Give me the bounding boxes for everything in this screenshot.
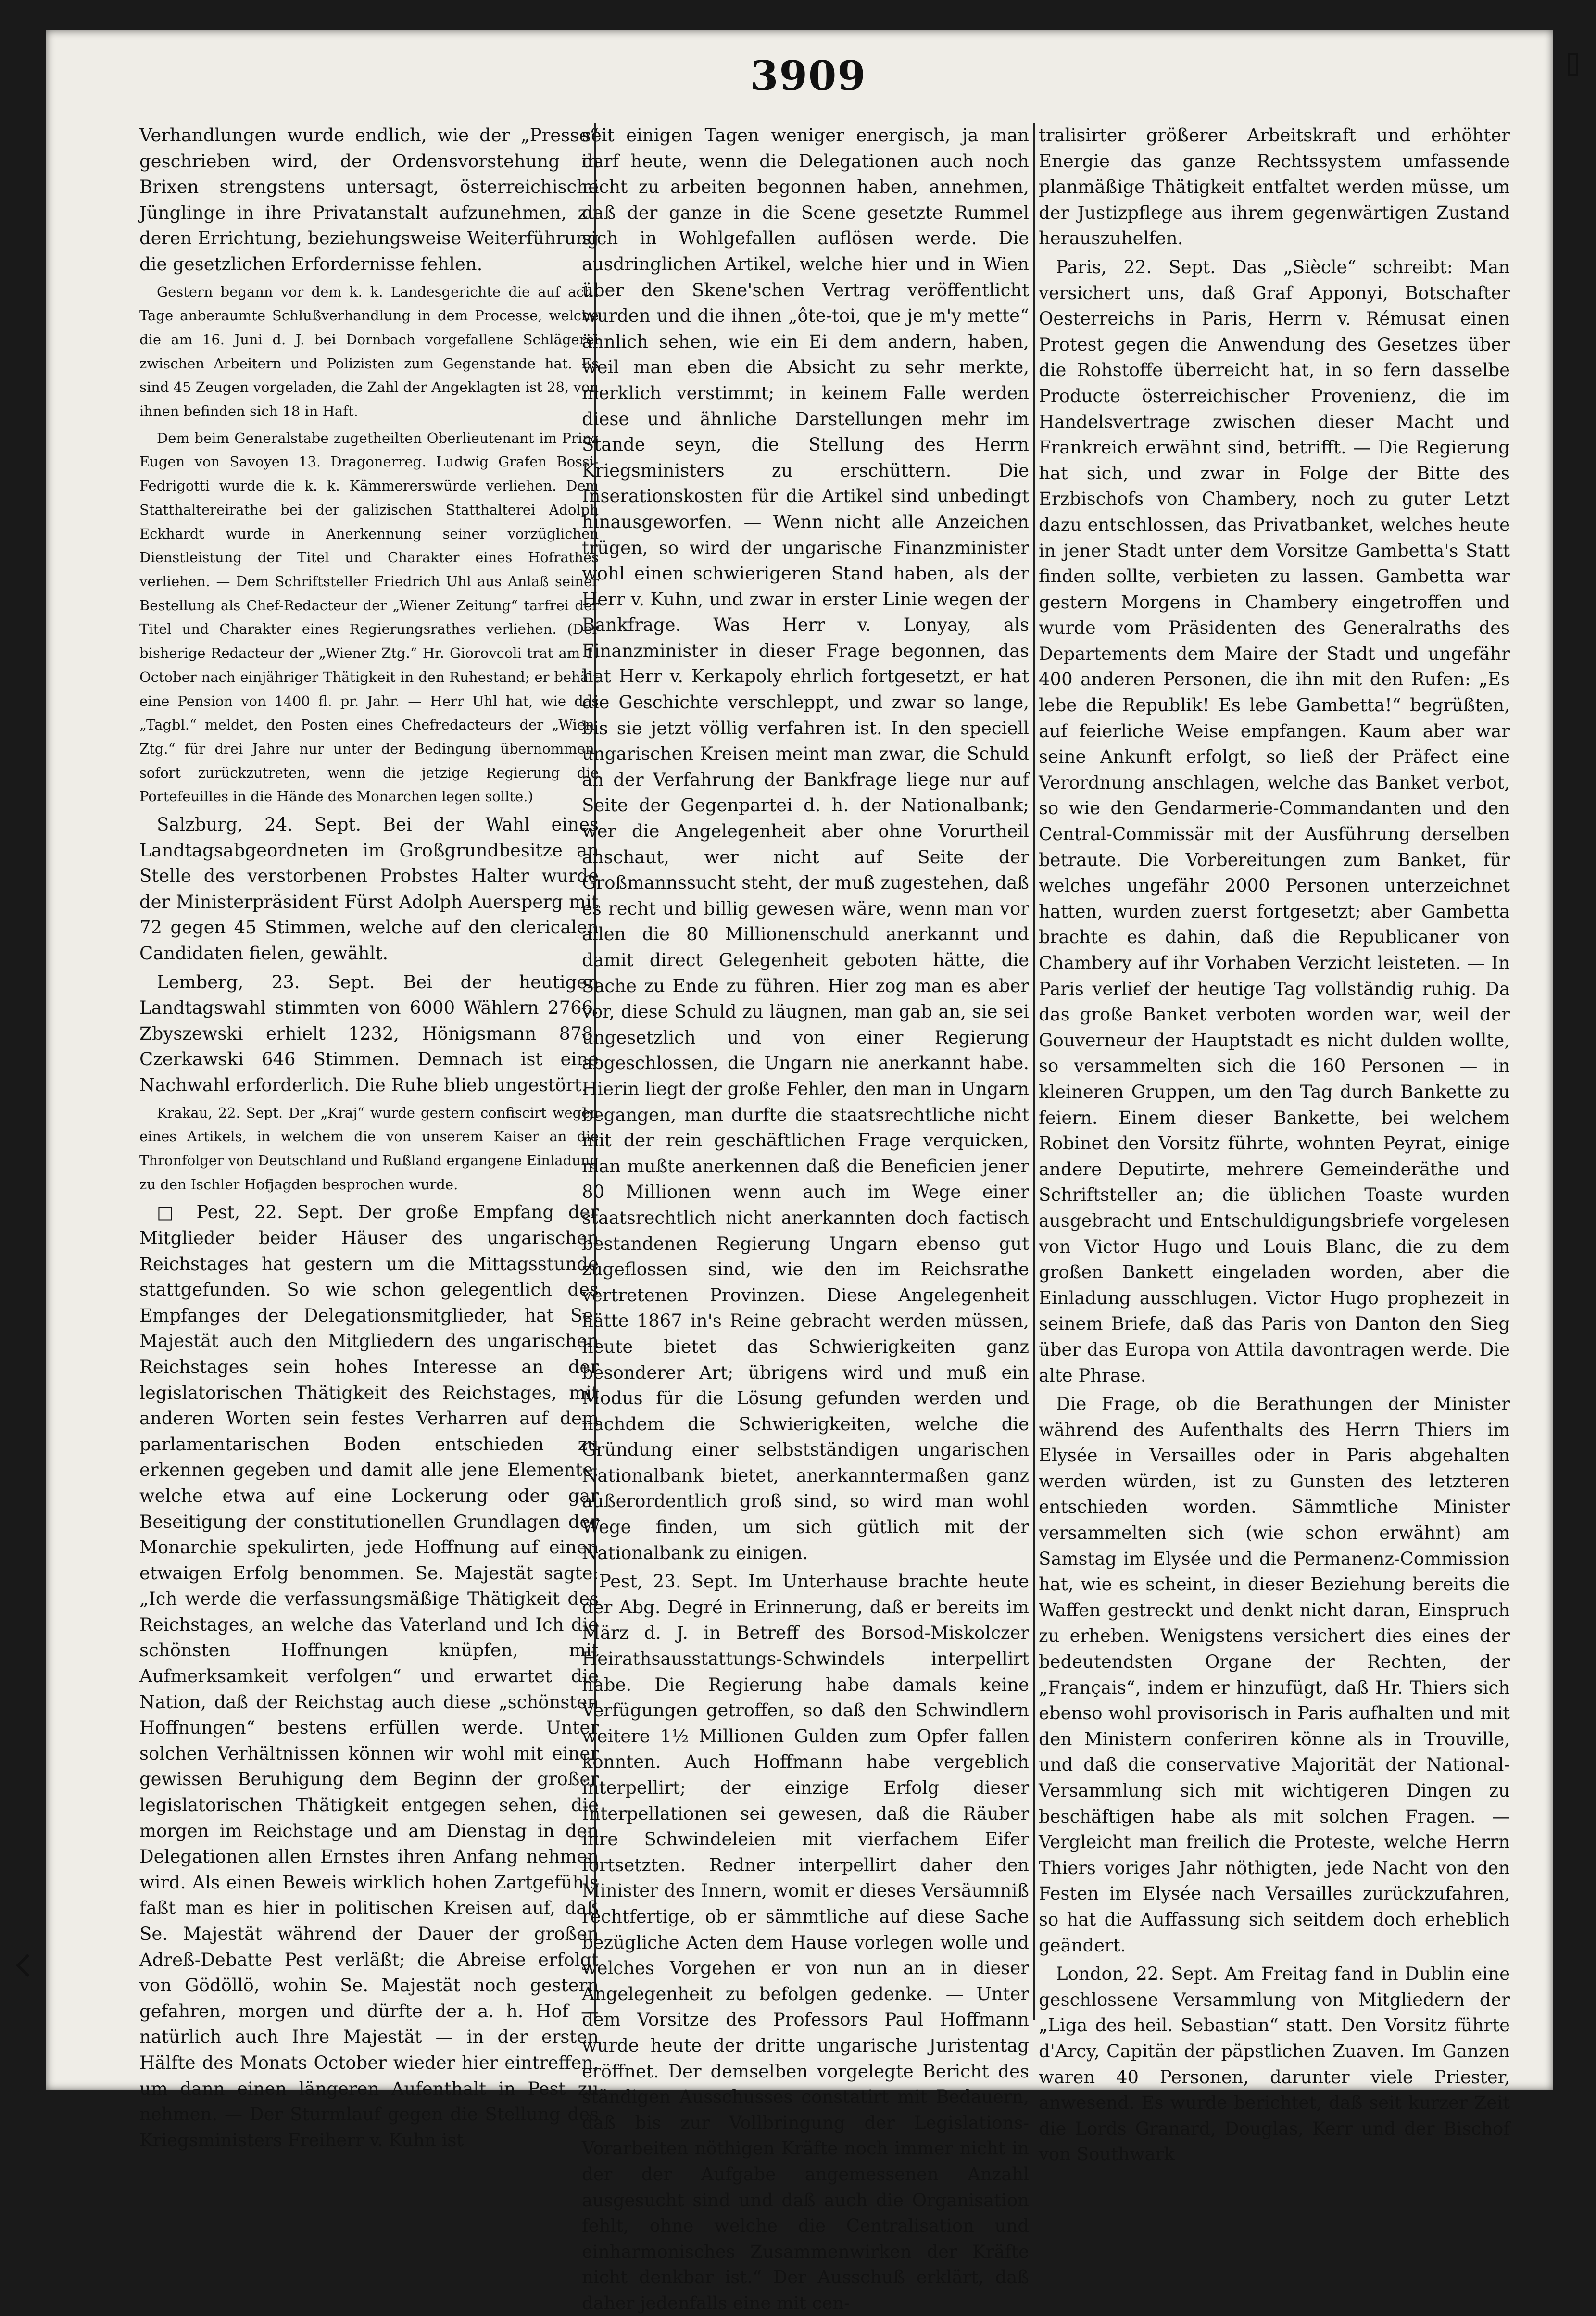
article-paragraph: Gestern begann vor dem k. k. Landesgerichte die auf acht Tage anberaumte Schlußverhandlung in dem Processe, welche die am 16. Juni d. J. bei Dornbach vorgefallene Schlägerei zwischen Arbeitern und Polizisten zum Gegenstande hat. Es sind 45 Zeugen vorgeladen, die Zahl der Angeklagten ist 28, von ihnen befinden sich 18 in Haft. [139,283,599,420]
column-2 [582,123,1029,2314]
article-paragraph: Dem beim Generalstabe zugetheilten Oberlieutenant im Prinz Eugen von Savoyen 13. Dragonerreg. Ludwig Grafen Bossi-Fedrigotti wurde die k. k. Kämmererswürde verliehen. Dem Statthaltereirathe bei der galizischen Statthalterei Adolph Eckhardt wurde in Anerkennung seiner vorzüglichen Dienstleistung der Titel und Charakter eines Hofrathes verliehen. — Dem Schriftsteller Friedrich Uhl aus Anlaß seiner Bestellung als Chef-Redacteur der „Wiener Zeitung“ tarfrei der Titel und Charakter eines Regierungsrathes verliehen. (Der bisherige Redacteur der „Wiener Ztg.“ Hr. Giorovcoli trat am 1. October nach einjähriger Thätigkeit in den Ruhestand; er behält eine Pension von 1400 fl. pr. Jahr. — Herr Uhl hat, wie das „Tagbl.“ meldet, den Posten eines Chefredacteurs der „Wien. Ztg.“ für drei Jahre nur unter der Bedingung übernommen, sofort zurückzutreten, wenn die jetzige Regierung die Portefeuilles in die Hände des Monarchen legen sollte.) [139,429,599,805]
scan-arrow-marker [16,1954,39,1977]
page-number: 3909 [750,52,867,100]
column-rule [1033,123,1035,2020]
column-1 [139,123,599,2151]
article-paragraph: Salzburg, 24. Sept. Bei der Wahl eines Landtagsabgeordneten im Großgrundbesitze an Stelle des verstorbenen Probstes Halter wurde der Ministerpräsident Fürst Adolph Auersperg mit 72 gegen 45 Stimmen, welche auf den clericalen Candidaten fielen, gewählt. [139,814,599,964]
article-paragraph: tralisirter größerer Arbeitskraft und erhöhter Energie das ganze Rechtssystem umfassende planmäßige Thätigkeit entfaltet werden müsse, um der Justizpflege aus ihrem gegenwärtigen Zustand herauszuhelfen. [1039,125,1510,249]
article-paragraph: Krakau, 22. Sept. Der „Kraj“ wurde gestern confiscirt wegen eines Artikels, in welchem die von unserem Kaiser an die Thronfolger von Deutschland und Rußland ergangene Einladung zu den Ischler Hofjagden besprochen wurde. [139,1104,599,1193]
column-3 [1039,123,1510,2165]
article-paragraph: □ Pest, 22. Sept. Der große Empfang der Mitglieder beider Häuser des ungarischen Reichstages hat gestern um die Mittagsstunde stattgefunden. So wie schon gelegentlich des Empfanges der Delegationsmitglieder, hat Se. Majestät auch den Mitgliedern des ungarischen Reichstages sein hohes Interesse an der legislatorischen Thätigkeit des Reichstages, mit anderen Worten sein festes Verharren auf dem parlamentarischen Boden entschieden zu erkennen gegeben und damit alle jene Elemente, welche etwa auf eine Lockerung oder gar Beseitigung der constitutionellen Grundlagen der Monarchie spekulirten, jede Hoffnung auf einen etwaigen Erfolg benommen. Se. Majestät sagte: „Ich werde die verfassungsmäßige Thätigkeit des Reichstages, an welche das Vaterland und Ich die schönsten Hoffnungen knüpfen, mit Aufmerksamkeit verfolgen“ und erwartet die Nation, daß der Reichstag auch diese „schönsten Hoffnungen“ bestens erfüllen werde. Unter solchen Verhältnissen können wir wohl mit einer gewissen Beruhigung dem Beginn der großer legislatorischen Thätigkeit entgegen sehen, die morgen im Reichstage und am Dienstag in den Delegationen allen Ernstes ihren Anfang nehmen wird. Als einen Beweis wirklich hohen Zartgefühls faßt man es hier in politischen Kreisen auf, daß Se. Majestät während der Dauer der großen Adreß-Debatte Pest verläßt; die Abreise erfolgt von Gödöllö, wohin Se. Majestät noch gestern gefahren, morgen und dürfte der a. h. Hof — natürlich auch Ihre Majestät — in der ersten Hälfte des Monats October wieder hier eintreffen, um dann einen längeren Aufenthalt in Pest zu nehmen. — Der Sturmlauf gegen die Stellung des Kriegsministers Freiherr v. Kuhn ist [139,1202,599,2151]
article-paragraph: seit einigen Tagen weniger energisch, ja man darf heute, wenn die Delegationen auch noch nicht zu arbeiten begonnen haben, annehmen, daß der ganze in die Scene gesetzte Rummel sich in Wohlgefallen auflösen werde. Die ausdringlichen Artikel, welche hier und in Wien über den Skene'schen Vertrag veröffentlicht wurden und die ihnen „ôte-toi, que je m'y mette“ ähnlich sehen, wie ein Ei dem andern, haben, weil man eben die Absicht zu sehr merkte, merklich verstimmt; in keinem Falle werden diese und ähnliche Darstellungen mehr im Stande seyn, die Stellung des Herrn Kriegsministers zu erschüttern. Die Inserationskosten für die Artikel sind unbedingt hinausgeworfen. — Wenn nicht alle Anzeichen trügen, so wird der ungarische Finanzminister wohl einen schwierigeren Stand haben, als der Herr v. Kuhn, und zwar in erster Linie wegen der Bankfrage. Was Herr v. Lonyay, als Finanzminister in dieser Frage begonnen, das hat Herr v. Kerkapoly ehrlich fortgesetzt, er hat die Geschichte verschleppt, und zwar so lange, bis sie jetzt völlig verfahren ist. In den speciell ungarischen Kreisen meint man zwar, die Schuld an der Verfahrung der Bankfrage liege nur auf Seite der Gegenpartei d. h. der Nationalbank; wer die Angelegenheit aber ohne Vorurtheil anschaut, wer nicht auf Seite der Großmannssucht steht, der muß zugestehen, daß es recht und billig gewesen wäre, wenn man vor allen die 80 Millionenschuld anerkannt und damit direct Gelegenheit geboten hätte, die Sache zu Ende zu führen. Hier zog man es aber vor, diese Schuld zu läugnen, man gab an, sie sei ungesetzlich und von einer Regierung abgeschlossen, die Ungarn nie anerkannt habe. Hierin liegt der große Fehler, den man in Ungarn begangen, man durfte die staatsrechtliche nicht mit der rein geschäftlichen Frage verquicken, man mußte anerkennen daß die Beneficien jener 80 Millionen wenn auch im Wege einer staatsrechtlich nicht anerkannten doch factisch bestandenen Regierung Ungarn ebenso gut zugeflossen sind, wie den im Reichsrathe vertretenen Provinzen. Diese Angelegenheit hätte 1867 in's Reine gebracht werden müssen, heute bietet das Schwierigkeiten ganz besonderer Art; übrigens wird und muß ein Modus für die Lösung gefunden werden und nachdem die Schwierigkeiten, welche die Gründung einer selbstständigen ungarischen Nationalbank bietet, anerkanntermaßen ganz außerordentlich groß sind, so wird man wohl Wege finden, um sich gütlich mit der Nationalbank zu einigen. [582,125,1029,1563]
article-paragraph: Lemberg, 23. Sept. Bei der heutigen Landtagswahl stimmten von 6000 Wählern 2766. Zbyszewski erhielt 1232, Hönigsmann 878, Czerkawski 646 Stimmen. Demnach ist eine Nachwahl erforderlich. Die Ruhe blieb ungestört. [139,971,599,1095]
article-paragraph: London, 22. Sept. Am Freitag fand in Dublin eine geschlossene Versammlung von Mitgliedern der „Liga des heil. Sebastian“ statt. Den Vorsitz führte d'Arcy, Capitän der päpstlichen Zuaven. Im Ganzen waren 40 Personen, darunter viele Priester, anwesend. Es wurde berichtet, daß seit kurzer Zeit die Lords Granard, Douglas, Kerr und der Bischof von Southwark [1039,1964,1510,2165]
article-paragraph: Verhandlungen wurde endlich, wie der „Presse“ geschrieben wird, der Ordensvorstehung in Brixen strengstens untersagt, österreichische Jünglinge in ihre Privatanstalt aufzunehmen, zu deren Errichtung, beziehungsweise Weiterführung die gesetzlichen Erfordernisse fehlen. [139,125,599,275]
article-paragraph: Die Frage, ob die Berathungen der Minister während des Aufenthalts des Herrn Thiers im Elysée in Versailles oder in Paris abgehalten werden würden, ist zu Gunsten des letzteren entschieden worden. Sämmtliche Minister versammelten sich (wie schon erwähnt) am Samstag im Elysée und die Permanenz-Commission hat, wie es scheint, in dieser Beziehung bereits die Waffen gestreckt und denkt nicht daran, Einspruch zu erheben. Wenigstens versichert dies eines der bedeutendsten Organe der Rechten, der „Français“, indem er hinzufügt, daß Hr. Thiers sich ebenso wohl provisorisch in Paris aufhalten und mit den Ministern conferiren könne als in Trouville, und daß die conservative Majorität der National-Versammlung sich mit wichtigeren Dingen zu beschäftigen habe als mit solchen Fragen. — Vergleicht man freilich die Proteste, welche Herrn Thiers voriges Jahr nöthigten, jede Nacht von den Festen im Elysée nach Versailles zurückzufahren, so hat die Auffassung sich seitdem doch erheblich geändert. [1039,1394,1510,1956]
article-paragraph: Paris, 22. Sept. Das „Siècle“ schreibt: Man versichert uns, daß Graf Apponyi, Botschafter Oesterreichs in Paris, Herrn v. Rémusat einen Protest gegen die Anwendung des Gesetzes über die Rohstoffe überreicht hat, in so fern dasselbe Producte österreichischer Provenienz, die im Handelsvertrage zwischen dieser Macht und Frankreich erwähnt sind, betrifft. — Die Regierung hat sich, und zwar in Folge der Bitte des Erzbischofs von Chambery, noch zu guter Letzt dazu entschlossen, das Privatbanket, welches heute in jener Stadt unter dem Vorsitze Gambetta's Statt finden sollte, verbieten zu lassen. Gambetta war gestern Morgens in Chambery eingetroffen und wurde vom Präsidenten des Generalraths des Departements dem Maire der Stadt und ungefähr 400 anderen Personen, die ihn mit den Rufen: „Es lebe die Republik! Es lebe Gambetta!“ begrüßten, auf feierliche Weise empfangen. Kaum aber war seine Ankunft erfolgt, so ließ der Präfect eine Verordnung anschlagen, welche das Banket verbot, so wie den Gendarmerie-Commandanten und den Central-Commissär mit der Ausführung derselben betraute. Die Vorbereitungen zum Banket, für welches ungefähr 2000 Personen unterzeichnet hatten, wurden zuerst fortgesetzt; aber Gambetta brachte es dahin, daß die Republicaner von Chambery auf ihr Vorhaben Verzicht leisteten. — In Paris verlief der heutige Tag vollständig ruhig. Da das große Banket verboten worden war, weil der Gouverneur der Hauptstadt es nicht dulden wollte, so versammelten sich die 160 Personen — in kleineren Gruppen, um den Tag durch Bankette zu feiern. Einem dieser Bankette, bei welchem Robinet den Vorsitz führte, wohnten Peyrat, einige andere Deputirte, mehrere Gemeinderäthe und Schriftsteller an; die üblichen Toaste wurden ausgebracht und Entschuldigungsbriefe vorgelesen von Victor Hugo und Louis Blanc, die zu dem großen Bankett eingeladen worden, aber die Einladung ausschlugen. Victor Hugo prophezeit in seinem Briefe, daß das Paris von Danton den Sieg über das Europa von Attila davontragen werde. Die alte Phrase. [1039,256,1510,1386]
scan-edge-marker [1568,53,1578,76]
article-paragraph: Pest, 23. Sept. Im Unterhause brachte heute der Abg. Degré in Erinnerung, daß er bereits im März d. J. in Betreff des Borsod-Miskolczer Heirathsausstattungs-Schwindels interpellirt habe. Die Regierung habe damals keine Verfügungen getroffen, so daß den Schwindlern weitere 1½ Millionen Gulden zum Opfer fallen konnten. Auch Hoffmann habe vergeblich interpellirt; der einzige Erfolg dieser Interpellationen sei gewesen, daß die Räuber ihre Schwindeleien mit vierfachem Eifer fortsetzten. Redner interpellirt daher den Minister des Innern, womit er dieses Versäumniß rechtfertige, ob er sämmtliche auf diese Sache bezügliche Acten dem Hause vorlegen wolle und welches Vorgehen er von nun an in dieser Angelegenheit zu befolgen gedenke. — Unter dem Vorsitze des Professors Paul Hoffmann wurde heute der dritte ungarische Juristentag eröffnet. Der demselben vorgelegte Bericht des ständigen Ausschusses constatirt mit Bedauern, daß bis zur Vollbringung der Legislations-Vorarbeiten nöthigen Kräfte noch immer nicht in der der Aufgabe angemessenen Anzahl ausgesucht sind und daß auch die Organisation fehlt, ohne welche die Centralisation und einharmonisches Zusammenwirken der Kräfte nicht denkbar ist.“ Der Ausschuß erklärt, daß daher jedenfalls eine mit cen- [582,1571,1029,2314]
